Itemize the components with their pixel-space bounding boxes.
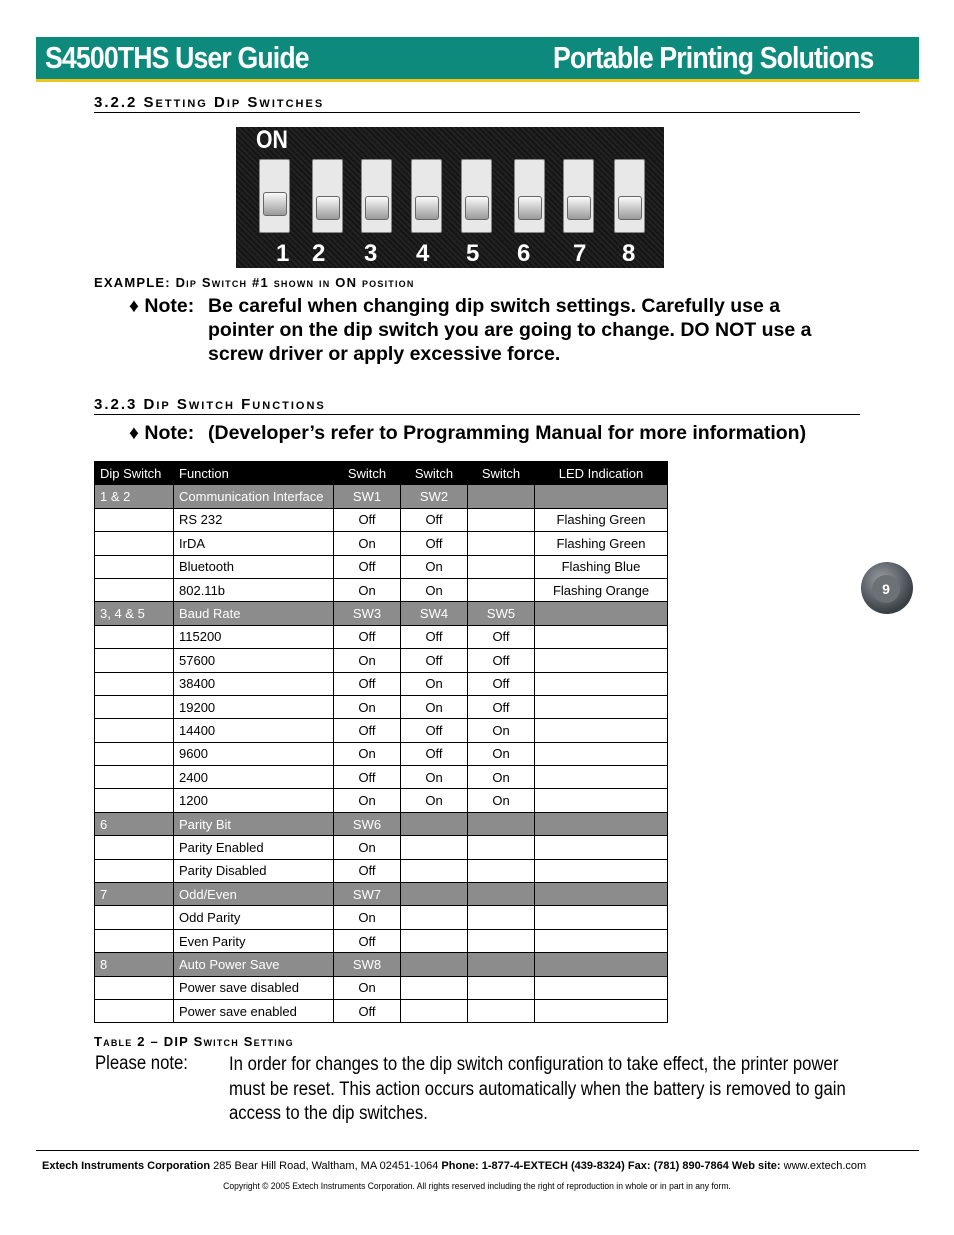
dip-switch-number: 5 [466, 240, 480, 267]
table-cell [535, 485, 668, 508]
table-cell: 14400 [174, 719, 334, 742]
table-cell [401, 999, 468, 1022]
table-cell: 8 [95, 953, 174, 976]
table-cell [535, 602, 668, 625]
dip-switch-knob [618, 196, 642, 220]
table-cell [535, 695, 668, 718]
dip-switch-knob [316, 196, 340, 220]
table-cell: On [401, 766, 468, 789]
table-row [95, 766, 668, 789]
table-cell [401, 812, 468, 835]
table-cell [468, 906, 535, 929]
dip-switch-knob [365, 196, 389, 220]
table-cell: Baud Rate [174, 602, 334, 625]
table-cell: Power save enabled [174, 999, 334, 1022]
table-cell [468, 532, 535, 555]
table-row [95, 555, 668, 578]
table-row [95, 508, 668, 531]
table-cell: Off [334, 719, 401, 742]
table-cell: 6 [95, 812, 174, 835]
table-cell: On [334, 578, 401, 601]
table-cell: Flashing Green [535, 532, 668, 555]
table-row [95, 999, 668, 1022]
table-cell: On [401, 695, 468, 718]
column-header: Switch [334, 462, 401, 485]
table-cell: Off [401, 508, 468, 531]
table-row [95, 672, 668, 695]
table-cell: On [468, 742, 535, 765]
table-cell [95, 695, 174, 718]
table-cell [95, 532, 174, 555]
table-cell [401, 906, 468, 929]
table-cell [535, 625, 668, 648]
table-cell [95, 836, 174, 859]
dip-switch-3 [361, 159, 392, 233]
table-cell [95, 508, 174, 531]
table-cell: On [401, 555, 468, 578]
table-cell: On [468, 766, 535, 789]
dip-switch-number: 4 [416, 240, 430, 267]
document-title: S4500THS User Guide [45, 40, 309, 75]
table-cell: Off [334, 859, 401, 882]
table-cell [95, 719, 174, 742]
table-cell [401, 953, 468, 976]
dip-switch-6 [514, 159, 545, 233]
table-group-row [95, 812, 668, 835]
table-cell: 802.11b [174, 578, 334, 601]
table-cell [535, 906, 668, 929]
table-cell [95, 649, 174, 672]
table-cell: Auto Power Save [174, 953, 334, 976]
table-row [95, 625, 668, 648]
table-cell: 19200 [174, 695, 334, 718]
table-cell [468, 953, 535, 976]
table-cell: Parity Bit [174, 812, 334, 835]
table-cell [468, 508, 535, 531]
footer-company: Extech Instruments Corporation [42, 1160, 211, 1172]
table-group-row [95, 953, 668, 976]
table-cell [535, 836, 668, 859]
table-header-row [95, 462, 668, 485]
table-cell: On [334, 789, 401, 812]
column-header: Dip Switch [95, 462, 174, 485]
table-cell: 3, 4 & 5 [95, 602, 174, 625]
dip-on-label: ON [256, 126, 288, 154]
footer-copyright: Copyright © 2005 Extech Instruments Corporation. All rights reserved including the right of reproduction in whole or in part in any form. [223, 1181, 731, 1192]
dip-switch-7 [563, 159, 594, 233]
table-row [95, 649, 668, 672]
table-group-row [95, 602, 668, 625]
table-cell [468, 883, 535, 906]
table-cell [535, 859, 668, 882]
table-cell: Off [401, 742, 468, 765]
dip-switch-knob [518, 196, 542, 220]
table-cell [535, 672, 668, 695]
please-note-text: In order for changes to the dip switch configuration to take effect, the printer power must be reset. This action occurs automatically when the battery is removed to gain access to the dip switches. [229, 1054, 846, 1124]
table-cell [95, 625, 174, 648]
table-cell: Off [401, 719, 468, 742]
table-group-row [95, 485, 668, 508]
table-row [95, 695, 668, 718]
table-cell [468, 836, 535, 859]
table-cell [468, 999, 535, 1022]
table-cell: Power save disabled [174, 976, 334, 999]
table-cell: 1 & 2 [95, 485, 174, 508]
footer-phone-label: Phone: [441, 1160, 479, 1172]
dip-switch-number: 1 [276, 240, 290, 267]
table-cell [95, 766, 174, 789]
table-cell [535, 883, 668, 906]
table-cell [401, 883, 468, 906]
table-cell: Even Parity [174, 929, 334, 952]
table-cell [401, 836, 468, 859]
table-cell [535, 649, 668, 672]
table-cell [401, 976, 468, 999]
table-cell: Off [468, 695, 535, 718]
table-cell: 115200 [174, 625, 334, 648]
table-cell: Off [401, 532, 468, 555]
table-cell: 57600 [174, 649, 334, 672]
table-cell [535, 719, 668, 742]
table-cell: SW4 [401, 602, 468, 625]
table-cell: SW3 [334, 602, 401, 625]
table-cell [401, 859, 468, 882]
table-row [95, 532, 668, 555]
table-cell [95, 578, 174, 601]
dip-switch-8 [614, 159, 645, 233]
table-cell: Off [334, 929, 401, 952]
table-caption: Table 2 – DIP Switch Setting [94, 1034, 294, 1049]
table-cell: Off [468, 649, 535, 672]
table-cell [95, 999, 174, 1022]
table-cell: Flashing Blue [535, 555, 668, 578]
table-cell: Flashing Orange [535, 578, 668, 601]
table-row [95, 719, 668, 742]
table-cell [95, 859, 174, 882]
note-careful [129, 294, 812, 365]
table-cell: RS 232 [174, 508, 334, 531]
table-cell: Off [334, 625, 401, 648]
table-cell [535, 766, 668, 789]
table-cell: On [401, 672, 468, 695]
dip-switch-number: 7 [573, 240, 587, 267]
dip-switch-knob [567, 196, 591, 220]
dip-switch-2 [312, 159, 343, 233]
table-body [95, 485, 668, 1023]
table-cell [468, 812, 535, 835]
table-cell [468, 859, 535, 882]
footer-divider [36, 1150, 919, 1151]
table-row [95, 789, 668, 812]
table-cell: Parity Disabled [174, 859, 334, 882]
table-cell: On [334, 976, 401, 999]
table-cell: Off [334, 555, 401, 578]
footer-fax: (781) 890-7864 [653, 1160, 729, 1172]
table-cell: Off [334, 508, 401, 531]
table-cell: On [468, 789, 535, 812]
table-cell [468, 485, 535, 508]
table-cell: Off [468, 625, 535, 648]
table-cell: Parity Enabled [174, 836, 334, 859]
table-cell: 2400 [174, 766, 334, 789]
table-cell [535, 953, 668, 976]
dip-switch-knob [263, 192, 287, 216]
table-cell: On [334, 742, 401, 765]
table-cell [468, 976, 535, 999]
table-row [95, 578, 668, 601]
dip-switch-4 [411, 159, 442, 233]
table-cell: Odd Parity [174, 906, 334, 929]
table-cell: On [401, 578, 468, 601]
table-cell [95, 929, 174, 952]
table-cell: On [334, 906, 401, 929]
table-cell: Off [468, 672, 535, 695]
dip-switch-number: 8 [622, 240, 636, 267]
footer-web-label: Web site: [731, 1160, 781, 1172]
table-cell: Off [334, 766, 401, 789]
table-cell: SW7 [334, 883, 401, 906]
table-cell [535, 789, 668, 812]
table-cell: 1200 [174, 789, 334, 812]
header-accent-stripe [36, 79, 919, 82]
dip-switch-1 [259, 159, 290, 233]
table-cell [535, 976, 668, 999]
table-cell: 9600 [174, 742, 334, 765]
table-cell: On [334, 532, 401, 555]
table-cell: On [334, 836, 401, 859]
table-cell: SW8 [334, 953, 401, 976]
table-cell: Flashing Green [535, 508, 668, 531]
dip-switch-knob [465, 196, 489, 220]
column-header: LED Indication [535, 462, 668, 485]
table-cell: SW5 [468, 602, 535, 625]
dip-switch-5 [461, 159, 492, 233]
note-developer [129, 421, 807, 445]
section-heading-dip-switch-functions: 3.2.3 Dip Switch Functions [94, 396, 860, 415]
table-cell: SW1 [334, 485, 401, 508]
dip-switch-photo [236, 127, 664, 268]
please-note-label: Please note: [95, 1053, 188, 1074]
table-row [95, 976, 668, 999]
footer-address: 285 Bear Hill Road, Waltham, MA 02451-1064 [213, 1160, 439, 1172]
table-cell [401, 929, 468, 952]
table-cell [468, 929, 535, 952]
table-cell: On [334, 649, 401, 672]
table-cell: SW2 [401, 485, 468, 508]
table-cell: On [401, 789, 468, 812]
footer-web-link[interactable]: www.extech.com [783, 1160, 867, 1172]
table-cell [535, 742, 668, 765]
column-header: Switch [468, 462, 535, 485]
column-header: Function [174, 462, 334, 485]
table-cell [535, 999, 668, 1022]
table-cell: IrDA [174, 532, 334, 555]
table-cell: Off [401, 625, 468, 648]
table-cell [468, 578, 535, 601]
note-text: Be careful when changing dip switch settings. Carefully use a pointer on the dip switch you are going to change. DO NOT use a screw driver or apply excessive force. [208, 295, 812, 365]
table-cell [95, 906, 174, 929]
table-cell: 7 [95, 883, 174, 906]
note-prefix: ♦ Note: [129, 422, 195, 444]
column-header: Switch [401, 462, 468, 485]
footer-phone: 1-877-4-EXTECH (439-8324) [481, 1160, 625, 1172]
table-row [95, 929, 668, 952]
section-heading-setting-dip-switches: 3.2.2 Setting Dip Switches [94, 94, 860, 113]
table-cell: SW6 [334, 812, 401, 835]
table-cell [468, 555, 535, 578]
document-subtitle: Portable Printing Solutions [553, 40, 874, 75]
table-group-row [95, 883, 668, 906]
note-text: (Developer’s refer to Programming Manual for more information) [208, 422, 807, 444]
table-row [95, 836, 668, 859]
table-row [95, 742, 668, 765]
table-cell: Off [334, 672, 401, 695]
table-cell [535, 812, 668, 835]
table-cell [535, 929, 668, 952]
table-cell [95, 742, 174, 765]
dip-switch-number: 2 [312, 240, 326, 267]
table-cell [95, 555, 174, 578]
table-cell: On [334, 695, 401, 718]
dip-switch-knob [415, 196, 439, 220]
table-cell [95, 789, 174, 812]
table-cell: Bluetooth [174, 555, 334, 578]
table-cell: Odd/Even [174, 883, 334, 906]
table-cell [95, 672, 174, 695]
table-cell: Off [334, 999, 401, 1022]
table-cell [95, 976, 174, 999]
table-row [95, 859, 668, 882]
page-number: 9 [872, 575, 900, 603]
footer-contact-line [42, 1160, 866, 1172]
table-cell: 38400 [174, 672, 334, 695]
table-cell: Communication Interface [174, 485, 334, 508]
dip-switch-number: 3 [364, 240, 378, 267]
dip-switch-table [94, 461, 668, 1023]
dip-switch-number: 6 [517, 240, 531, 267]
footer-fax-label: Fax: [627, 1160, 651, 1172]
table-cell: On [468, 719, 535, 742]
table-cell: Off [401, 649, 468, 672]
note-prefix: ♦ Note: [129, 295, 195, 317]
table-row [95, 906, 668, 929]
dip-example-caption: EXAMPLE: Dip Switch #1 shown in ON position [94, 275, 415, 290]
